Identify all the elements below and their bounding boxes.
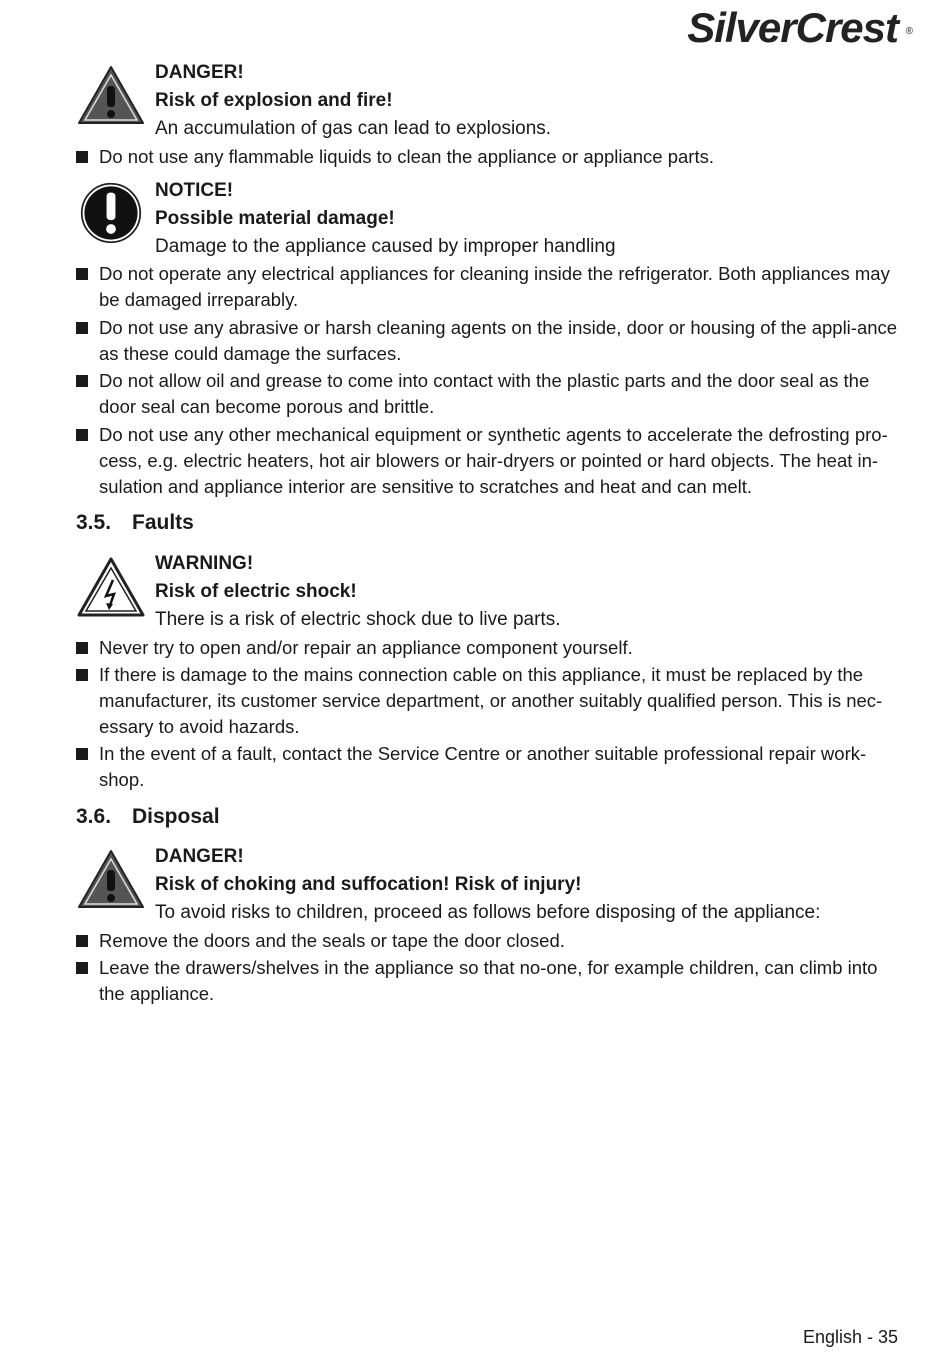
danger-subtitle: Risk of explosion and fire!	[155, 90, 393, 111]
list-item: Leave the drawers/shelves in the appliance so that no-one, for example children, can climb into the appliance.	[76, 955, 898, 1007]
warning-triangle-icon	[76, 64, 146, 126]
list-item: Do not allow oil and grease to come into contact with the plastic parts and the door seal as the door seal can become porous and brittle.	[76, 368, 898, 420]
bullet-square-icon	[76, 268, 88, 280]
section-title: Disposal	[132, 805, 220, 828]
list-item: In the event of a fault, contact the Service Centre or another suitable professional repair work-shop.	[76, 741, 898, 793]
danger-title: DANGER!	[155, 846, 244, 867]
notice-title: NOTICE!	[155, 180, 234, 201]
bullet-square-icon	[76, 375, 88, 387]
page-number: English - 35	[802, 1327, 898, 1347]
list-item: Do not operate any electrical appliances for cleaning inside the refrigerator. Both appliances may be damaged irreparably.	[76, 261, 898, 313]
warning-subtitle: Risk of electric shock!	[155, 581, 357, 602]
section-heading-faults	[76, 509, 194, 537]
notice-exclamation-icon	[76, 182, 146, 244]
danger-title: DANGER!	[155, 62, 244, 83]
section-heading-disposal	[76, 803, 220, 831]
section-number: 3.5.	[76, 511, 112, 534]
danger-subtitle: Risk of choking and suffocation! Risk of injury!	[155, 874, 582, 895]
warning-title: WARNING!	[155, 553, 254, 574]
list-item: Never try to open and/or repair an appliance component yourself.	[76, 635, 898, 661]
notice-subtitle: Possible material damage!	[155, 208, 395, 229]
section-title: Faults	[132, 511, 194, 534]
logo-text: SilverCrest	[687, 4, 898, 51]
danger-text: An accumulation of gas can lead to explosions.	[155, 118, 552, 139]
list-item: If there is damage to the mains connection cable on this appliance, it must be replaced by the manufacturer, its customer service department, or another suitably qualified person. This is nec-essary to avoid hazards.	[76, 662, 898, 740]
warning-triangle-icon	[76, 848, 146, 910]
bullet-square-icon	[76, 642, 88, 654]
section-number: 3.6.	[76, 805, 112, 828]
notice-text: Damage to the appliance caused by improper handling	[155, 236, 616, 257]
bullet-square-icon	[76, 429, 88, 441]
list-item: Remove the doors and the seals or tape the door closed.	[76, 928, 898, 954]
list-item: Do not use any flammable liquids to clean the appliance or appliance parts.	[76, 144, 898, 170]
list-item: Do not use any abrasive or harsh cleaning agents on the inside, door or housing of the appli-ance as these could damage the surfaces.	[76, 315, 898, 367]
danger-text: To avoid risks to children, proceed as follows before disposing of the appliance:	[155, 902, 821, 923]
bullet-square-icon	[76, 962, 88, 974]
electric-shock-icon	[76, 556, 146, 618]
bullet-square-icon	[76, 935, 88, 947]
bullet-square-icon	[76, 322, 88, 334]
warning-text: There is a risk of electric shock due to live parts.	[155, 609, 561, 630]
registered-mark: ®	[905, 26, 912, 37]
silvercrest-logo	[687, 4, 912, 51]
list-item: Do not use any other mechanical equipment or synthetic agents to accelerate the defrosting pro-cess, e.g. electric heaters, hot air blowers or hair-dryers or pointed or hard objects. The heat in-sulation and appliance interior are sensitive to scratches and heat and can melt.	[76, 422, 898, 500]
bullet-square-icon	[76, 748, 88, 760]
bullet-square-icon	[76, 151, 88, 163]
bullet-square-icon	[76, 669, 88, 681]
